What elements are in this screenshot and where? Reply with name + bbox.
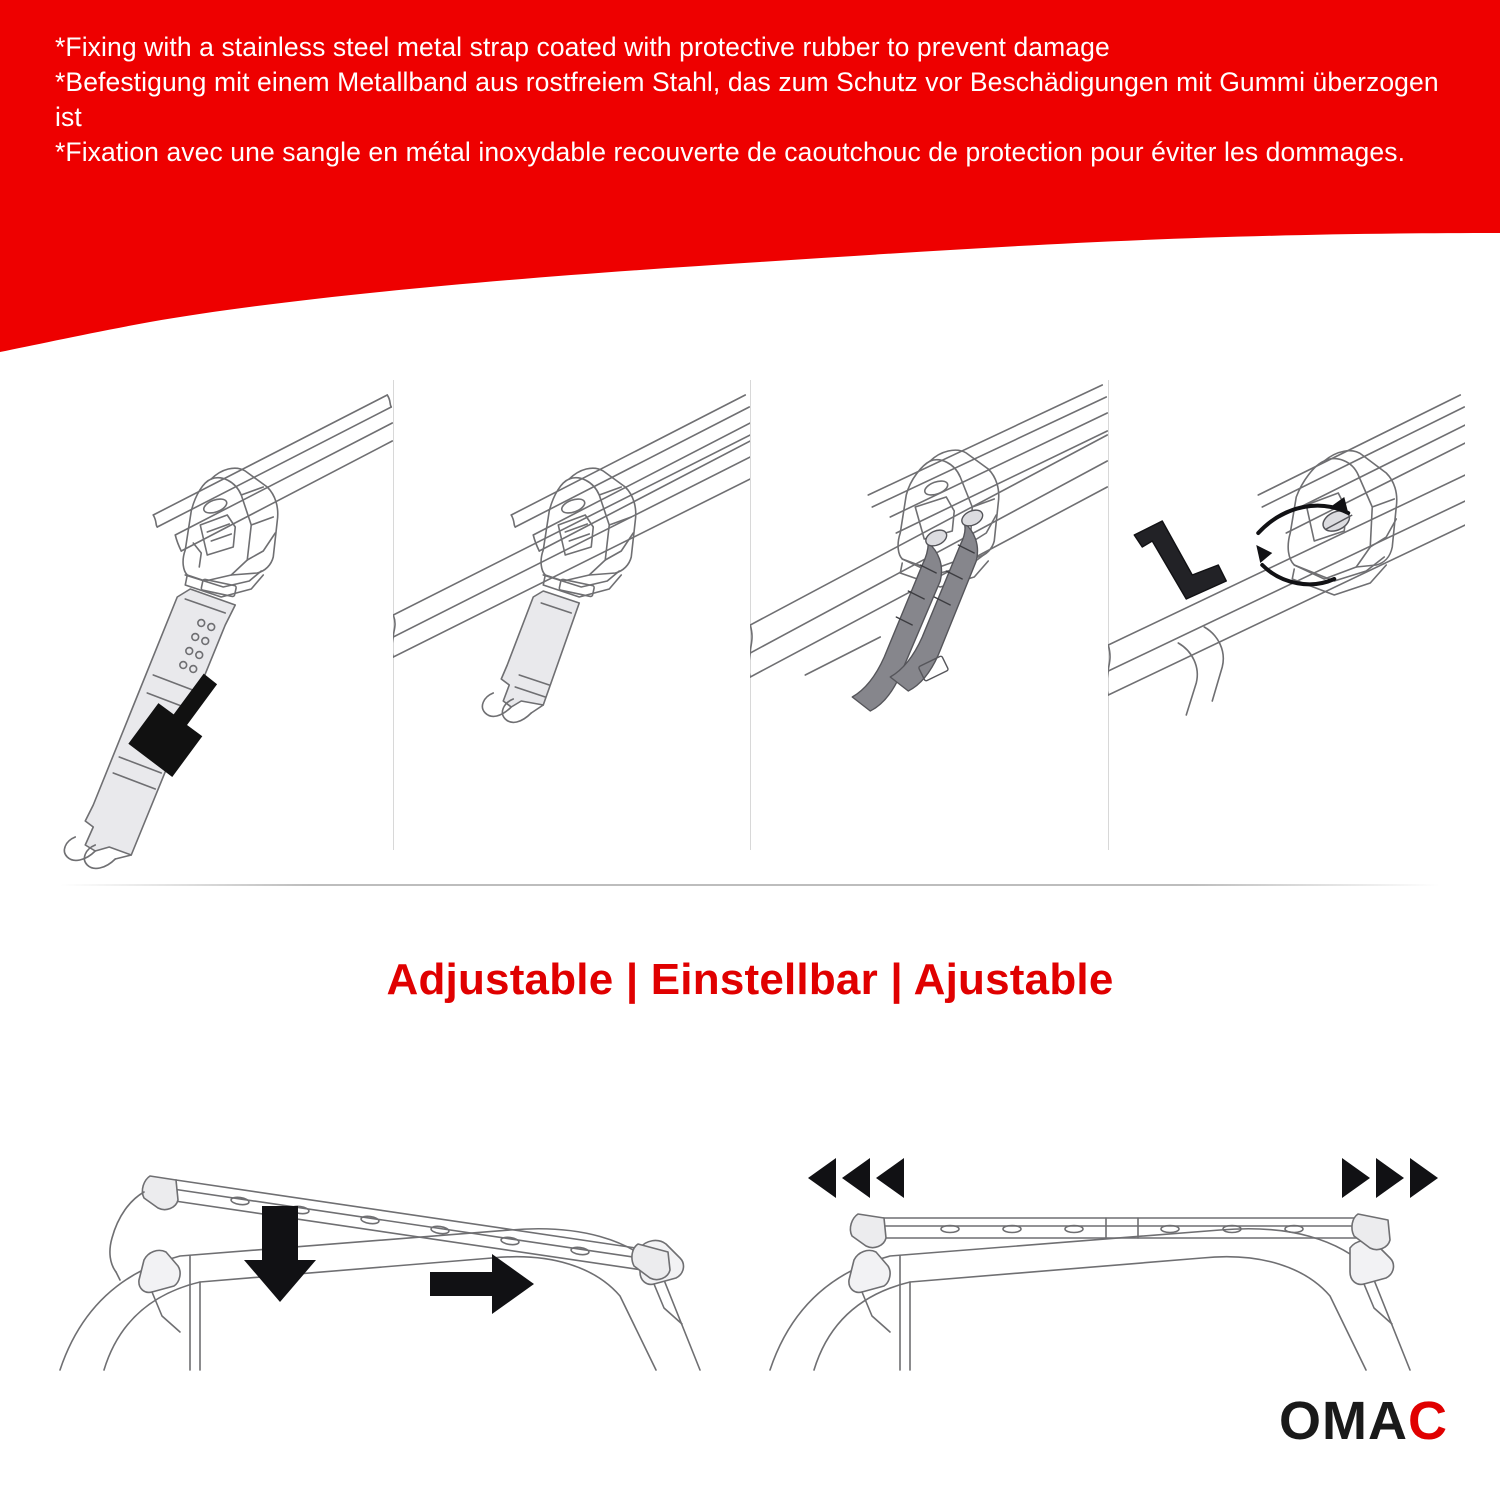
section-divider — [60, 884, 1440, 886]
panel-slide-crossbar — [750, 1080, 1460, 1380]
logo-text-a: A — [1368, 1391, 1408, 1451]
logo-text-c: C — [1408, 1391, 1448, 1451]
banner-line-fr: *Fixation avec une sangle en métal inoxydable recouverte de caoutchouc de protection pour éviter les dommages. — [55, 137, 1406, 167]
panel-place-crossbar — [40, 1080, 750, 1380]
step-4-tighten-bolt — [1108, 375, 1466, 875]
step-2-strap-seated — [393, 375, 751, 875]
place-crossbar-illustration — [40, 1080, 750, 1380]
step-1-illustration — [35, 375, 393, 875]
banner-line-de: *Befestigung mit einem Metallband aus rostfreiem Stahl, das zum Schutz vor Beschädigungen mit Gummi überzogen ist — [55, 67, 1447, 132]
banner-line-en: *Fixing with a stainless steel metal strap coated with protective rubber to prevent damage — [55, 32, 1110, 62]
installation-steps — [35, 375, 1465, 875]
right-arrows-icon — [1342, 1158, 1438, 1198]
logo-text-om: OM — [1279, 1391, 1368, 1451]
right-arrow-icon — [430, 1254, 534, 1314]
red-banner — [0, 0, 1500, 360]
omac-logo — [1279, 1390, 1448, 1452]
left-arrows-icon — [808, 1158, 904, 1198]
step-3-strap-around-rail — [750, 375, 1108, 875]
step-2-illustration — [393, 375, 751, 875]
step-4-illustration — [1108, 375, 1466, 875]
slide-crossbar-illustration — [750, 1080, 1460, 1380]
step-1-insert-strap — [35, 375, 393, 875]
adjustable-heading: Adjustable | Einstellbar | Ajustable — [386, 955, 1114, 1004]
adjustable-diagrams — [40, 1080, 1460, 1380]
banner-text-block — [55, 30, 1445, 170]
step-3-illustration — [750, 375, 1108, 875]
